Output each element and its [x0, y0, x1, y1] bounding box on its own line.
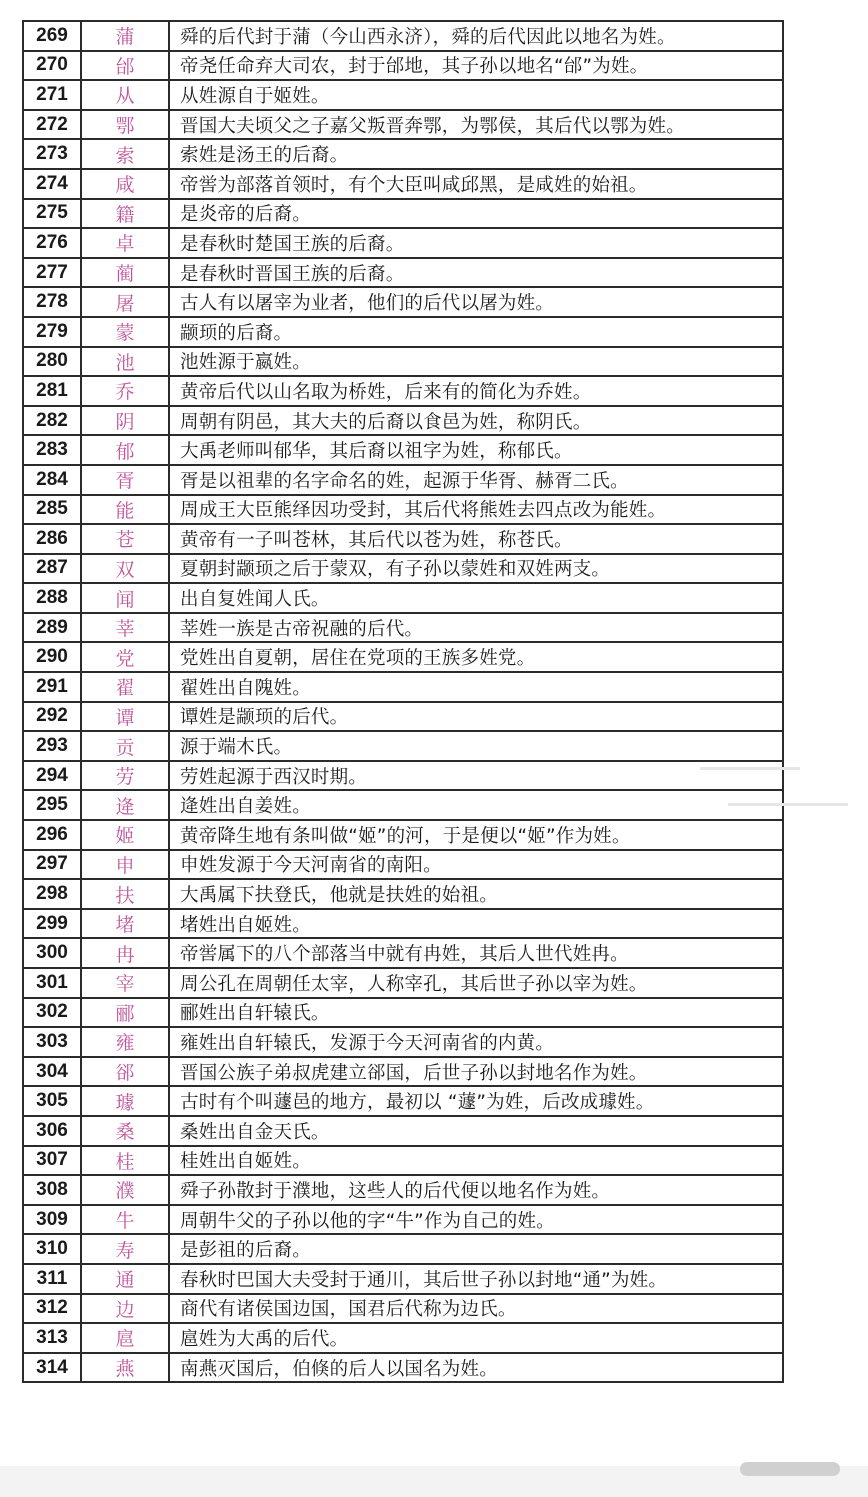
table-row [23, 879, 783, 909]
surname-cell: 池 [81, 347, 169, 377]
row-number: 294 [23, 761, 81, 791]
table-row [23, 1086, 783, 1116]
origin-cell: 晋国公族子弟叔虎建立郤国，后世子孙以封地名作为姓。 [169, 1057, 783, 1087]
surname-cell: 党 [81, 642, 169, 672]
surname-cell: 鄂 [81, 110, 169, 140]
origin-cell: 大禹老师叫郁华，其后裔以祖字为姓，称郁氏。 [169, 435, 783, 465]
table-row [23, 199, 783, 229]
table-row [23, 850, 783, 880]
surname-cell: 冉 [81, 938, 169, 968]
row-number: 301 [23, 968, 81, 998]
row-number: 306 [23, 1116, 81, 1146]
origin-cell: 谭姓是颛顼的后代。 [169, 702, 783, 732]
table-row [23, 1175, 783, 1205]
origin-cell: 逄姓出自姜姓。 [169, 790, 783, 820]
table-row [23, 317, 783, 347]
table-row [23, 702, 783, 732]
origin-cell: 周成王大臣熊绎因功受封，其后代将熊姓去四点改为能姓。 [169, 495, 783, 525]
table-row [23, 376, 783, 406]
surname-cell: 蒙 [81, 317, 169, 347]
origin-cell: 是春秋时楚国王族的后裔。 [169, 228, 783, 258]
row-number: 291 [23, 672, 81, 702]
origin-cell: 帝尧任命弃大司农，封于邰地，其子孙以地名“邰”为姓。 [169, 51, 783, 81]
row-number: 299 [23, 909, 81, 939]
table-row [23, 524, 783, 554]
surname-cell: 郤 [81, 1057, 169, 1087]
surname-cell: 宰 [81, 968, 169, 998]
row-number: 309 [23, 1205, 81, 1235]
scan-artifact [700, 767, 800, 770]
surname-cell: 索 [81, 139, 169, 169]
scrollbar-thumb[interactable] [740, 1462, 840, 1476]
row-number: 313 [23, 1323, 81, 1353]
origin-cell: 党姓出自夏朝，居住在党项的王族多姓党。 [169, 642, 783, 672]
origin-cell: 申姓发源于今天河南省的南阳。 [169, 850, 783, 880]
surname-cell: 翟 [81, 672, 169, 702]
surname-cell: 桂 [81, 1146, 169, 1176]
table-row [23, 51, 783, 81]
surname-cell: 能 [81, 495, 169, 525]
table-row [23, 435, 783, 465]
surname-cell: 双 [81, 554, 169, 584]
origin-cell: 黄帝后代以山名取为桥姓，后来有的简化为乔姓。 [169, 376, 783, 406]
row-number: 290 [23, 642, 81, 672]
origin-cell: 索姓是汤王的后裔。 [169, 139, 783, 169]
table-row [23, 258, 783, 288]
surname-cell: 谭 [81, 702, 169, 732]
table-row [23, 1294, 783, 1324]
surname-cell: 雍 [81, 1027, 169, 1057]
table-row [23, 347, 783, 377]
table-row [23, 110, 783, 140]
surname-cell: 寿 [81, 1234, 169, 1264]
table-row [23, 1353, 783, 1383]
row-number: 298 [23, 879, 81, 909]
surname-origin-table [22, 20, 784, 1383]
origin-cell: 是彭祖的后裔。 [169, 1234, 783, 1264]
table-row [23, 968, 783, 998]
table-row [23, 139, 783, 169]
table-row [23, 80, 783, 110]
row-number: 305 [23, 1086, 81, 1116]
origin-cell: 是春秋时晋国王族的后裔。 [169, 258, 783, 288]
table-row [23, 554, 783, 584]
table-row [23, 909, 783, 939]
origin-cell: 舜子孙散封于濮地，这些人的后代便以地名作为姓。 [169, 1175, 783, 1205]
row-number: 280 [23, 347, 81, 377]
row-number: 281 [23, 376, 81, 406]
row-number: 292 [23, 702, 81, 732]
scan-artifact [728, 803, 848, 806]
surname-table-container [22, 20, 784, 1383]
row-number: 271 [23, 80, 81, 110]
table-row [23, 761, 783, 791]
origin-cell: 黄帝有一子叫苍林，其后代以苍为姓，称苍氏。 [169, 524, 783, 554]
row-number: 270 [23, 51, 81, 81]
surname-cell: 闻 [81, 583, 169, 613]
surname-cell: 桑 [81, 1116, 169, 1146]
surname-cell: 劳 [81, 761, 169, 791]
table-row [23, 672, 783, 702]
origin-cell: 商代有诸侯国边国，国君后代称为边氏。 [169, 1294, 783, 1324]
surname-cell: 逄 [81, 790, 169, 820]
surname-cell: 胥 [81, 465, 169, 495]
origin-cell: 颛顼的后裔。 [169, 317, 783, 347]
row-number: 308 [23, 1175, 81, 1205]
surname-cell: 濮 [81, 1175, 169, 1205]
row-number: 273 [23, 139, 81, 169]
surname-cell: 扶 [81, 879, 169, 909]
table-row [23, 1264, 783, 1294]
table-row [23, 21, 783, 51]
origin-cell: 黄帝降生地有条叫做“姬”的河，于是便以“姬”作为姓。 [169, 820, 783, 850]
table-row [23, 406, 783, 436]
row-number: 302 [23, 998, 81, 1028]
origin-cell: 晋国大夫顷父之子嘉父叛晋奔鄂，为鄂侯，其后代以鄂为姓。 [169, 110, 783, 140]
table-row [23, 1027, 783, 1057]
row-number: 269 [23, 21, 81, 51]
origin-cell: 周朝有阴邑，其大夫的后裔以食邑为姓，称阴氏。 [169, 406, 783, 436]
row-number: 296 [23, 820, 81, 850]
origin-cell: 堵姓出自姬姓。 [169, 909, 783, 939]
origin-cell: 周公孔在周朝任太宰，人称宰孔，其后世子孙以宰为姓。 [169, 968, 783, 998]
row-number: 274 [23, 169, 81, 199]
row-number: 278 [23, 287, 81, 317]
row-number: 275 [23, 199, 81, 229]
row-number: 310 [23, 1234, 81, 1264]
origin-cell: 雍姓出自轩辕氏，发源于今天河南省的内黄。 [169, 1027, 783, 1057]
origin-cell: 大禹属下扶登氏，他就是扶姓的始祖。 [169, 879, 783, 909]
row-number: 307 [23, 1146, 81, 1176]
row-number: 304 [23, 1057, 81, 1087]
surname-cell: 郦 [81, 998, 169, 1028]
surname-cell: 蒲 [81, 21, 169, 51]
origin-cell: 郦姓出自轩辕氏。 [169, 998, 783, 1028]
origin-cell: 夏朝封颛顼之后于蒙双，有子孙以蒙姓和双姓两支。 [169, 554, 783, 584]
origin-cell: 劳姓起源于西汉时期。 [169, 761, 783, 791]
origin-cell: 出自复姓闻人氏。 [169, 583, 783, 613]
surname-cell: 燕 [81, 1353, 169, 1383]
origin-cell: 池姓源于嬴姓。 [169, 347, 783, 377]
origin-cell: 源于端木氏。 [169, 731, 783, 761]
origin-cell: 舜的后代封于蒲（今山西永济），舜的后代因此以地名为姓。 [169, 21, 783, 51]
surname-cell: 扈 [81, 1323, 169, 1353]
row-number: 284 [23, 465, 81, 495]
surname-cell: 乔 [81, 376, 169, 406]
bottom-bar [0, 1466, 868, 1497]
surname-cell: 莘 [81, 613, 169, 643]
origin-cell: 古人有以屠宰为业者，他们的后代以屠为姓。 [169, 287, 783, 317]
table-row [23, 938, 783, 968]
row-number: 300 [23, 938, 81, 968]
origin-cell: 南燕灭国后，伯倏的后人以国名为姓。 [169, 1353, 783, 1383]
origin-cell: 古时有个叫蘧邑的地方，最初以 “蘧”为姓，后改成璩姓。 [169, 1086, 783, 1116]
surname-cell: 卓 [81, 228, 169, 258]
row-number: 272 [23, 110, 81, 140]
row-number: 312 [23, 1294, 81, 1324]
table-row [23, 998, 783, 1028]
origin-cell: 春秋时巴国大夫受封于通川，其后世子孙以封地“通”为姓。 [169, 1264, 783, 1294]
table-row [23, 1323, 783, 1353]
origin-cell: 扈姓为大禹的后代。 [169, 1323, 783, 1353]
surname-cell: 从 [81, 80, 169, 110]
table-row [23, 495, 783, 525]
origin-cell: 翟姓出自隗姓。 [169, 672, 783, 702]
row-number: 282 [23, 406, 81, 436]
row-number: 297 [23, 850, 81, 880]
table-row [23, 583, 783, 613]
table-row [23, 465, 783, 495]
surname-cell: 苍 [81, 524, 169, 554]
origin-cell: 桂姓出自姬姓。 [169, 1146, 783, 1176]
origin-cell: 帝喾属下的八个部落当中就有冉姓，其后人世代姓冉。 [169, 938, 783, 968]
origin-cell: 从姓源自于姬姓。 [169, 80, 783, 110]
origin-cell: 胥是以祖辈的名字命名的姓，起源于华胥、赫胥二氏。 [169, 465, 783, 495]
table-row [23, 1234, 783, 1264]
surname-cell: 郁 [81, 435, 169, 465]
origin-cell: 周朝牛父的子孙以他的字“牛”作为自己的姓。 [169, 1205, 783, 1235]
row-number: 295 [23, 790, 81, 820]
table-row [23, 642, 783, 672]
origin-cell: 帝喾为部落首领时，有个大臣叫咸邱黑，是咸姓的始祖。 [169, 169, 783, 199]
row-number: 288 [23, 583, 81, 613]
surname-cell: 咸 [81, 169, 169, 199]
surname-cell: 姬 [81, 820, 169, 850]
table-body [23, 21, 783, 1382]
row-number: 283 [23, 435, 81, 465]
row-number: 311 [23, 1264, 81, 1294]
surname-cell: 邰 [81, 51, 169, 81]
origin-cell: 是炎帝的后裔。 [169, 199, 783, 229]
table-row [23, 169, 783, 199]
row-number: 293 [23, 731, 81, 761]
row-number: 285 [23, 495, 81, 525]
table-row [23, 731, 783, 761]
surname-cell: 籍 [81, 199, 169, 229]
row-number: 286 [23, 524, 81, 554]
surname-cell: 通 [81, 1264, 169, 1294]
table-row [23, 1116, 783, 1146]
surname-cell: 牛 [81, 1205, 169, 1235]
surname-cell: 堵 [81, 909, 169, 939]
table-row [23, 1205, 783, 1235]
table-row [23, 1146, 783, 1176]
table-row [23, 287, 783, 317]
row-number: 277 [23, 258, 81, 288]
row-number: 289 [23, 613, 81, 643]
table-row [23, 1057, 783, 1087]
surname-cell: 屠 [81, 287, 169, 317]
table-row [23, 790, 783, 820]
row-number: 314 [23, 1353, 81, 1383]
origin-cell: 桑姓出自金天氏。 [169, 1116, 783, 1146]
surname-cell: 申 [81, 850, 169, 880]
row-number: 303 [23, 1027, 81, 1057]
table-row [23, 613, 783, 643]
row-number: 287 [23, 554, 81, 584]
table-row [23, 820, 783, 850]
surname-cell: 蔺 [81, 258, 169, 288]
table-row [23, 228, 783, 258]
surname-cell: 阴 [81, 406, 169, 436]
surname-cell: 贡 [81, 731, 169, 761]
origin-cell: 莘姓一族是古帝祝融的后代。 [169, 613, 783, 643]
row-number: 279 [23, 317, 81, 347]
surname-cell: 边 [81, 1294, 169, 1324]
surname-cell: 璩 [81, 1086, 169, 1116]
row-number: 276 [23, 228, 81, 258]
